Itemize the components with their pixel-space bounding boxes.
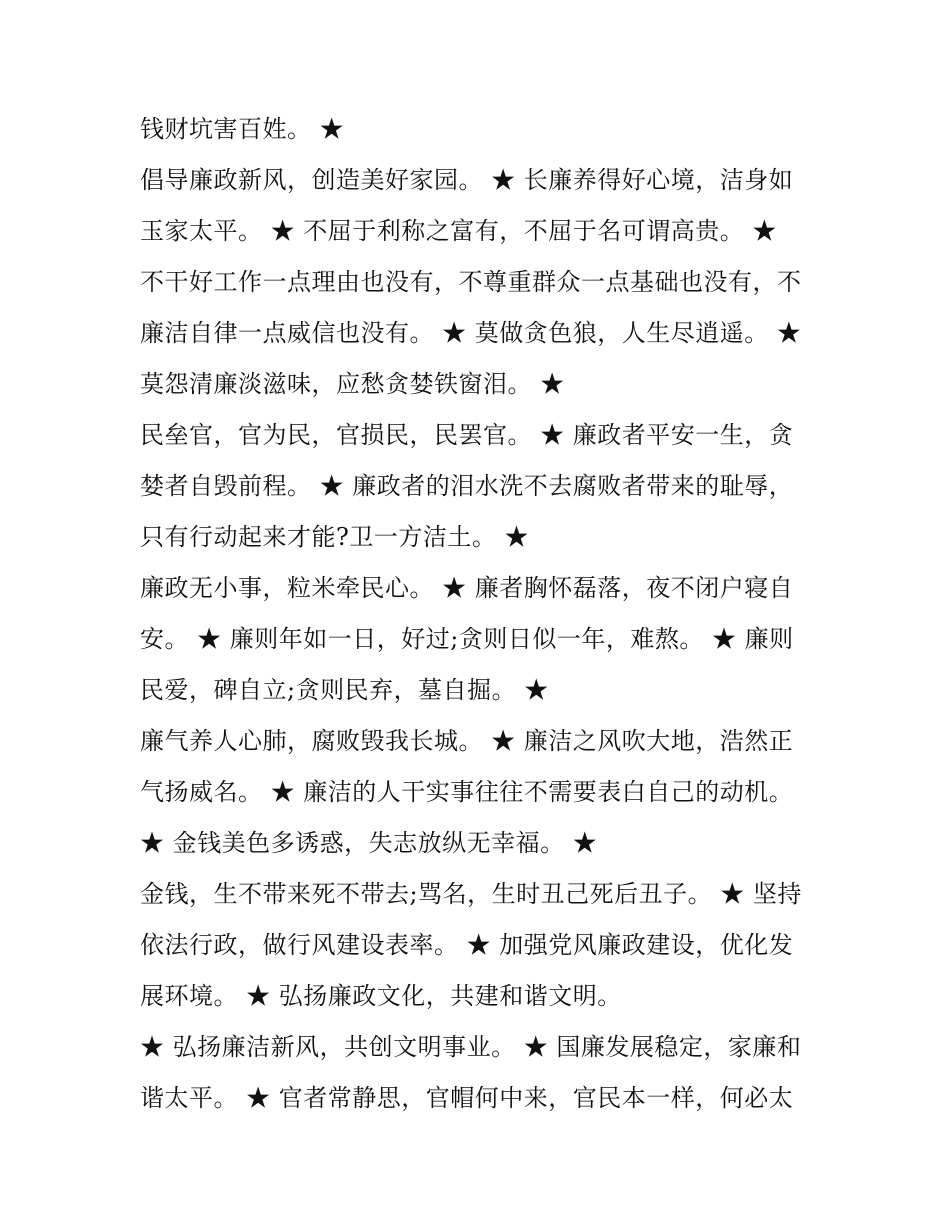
text-line: 倡导廉政新风，创造美好家园。 ★ 长廉养得好心境，洁身如 [140, 166, 794, 194]
text-line: 依法行政，做行风建设表率。 ★ 加强党风廉政建设，优化发 [140, 931, 794, 959]
text-line: 只有行动起来才能?卫一方洁土。 ★ [140, 523, 529, 551]
text-line: 廉政无小事，粒米牵民心。 ★ 廉者胸怀磊落，夜不闭户寝自 [140, 574, 794, 602]
text-line: 廉洁自律一点威信也没有。 ★ 莫做贪色狼，人生尽逍遥。 ★ [140, 319, 802, 347]
text-line: ★ 金钱美色多诱惑，失志放纵无幸福。 ★ [140, 829, 598, 857]
text-line: 钱财坑害百姓。 ★ [140, 115, 345, 143]
text-line: ★ 弘扬廉洁新风，共创文明事业。 ★ 国廉发展稳定，家廉和 [140, 1033, 802, 1061]
text-line: 廉气养人心肺，腐败毁我长城。 ★ 廉洁之风吹大地，浩然正 [140, 727, 794, 755]
text-line: 气扬威名。 ★ 廉洁的人干实事往往不需要表白自己的动机。 [140, 778, 794, 806]
text-line: 民爱，碑自立;贪则民弃，墓自掘。 ★ [140, 676, 549, 704]
text-line: 金钱，生不带来死不带去;骂名，生时丑己死后丑子。 ★ 坚持 [140, 880, 802, 908]
text-line: 安。 ★ 廉则年如一日，好过;贪则日似一年，难熬。 ★ 廉则 [140, 625, 794, 653]
text-line: 不干好工作一点理由也没有，不尊重群众一点基础也没有，不 [140, 268, 802, 296]
document-body [140, 104, 830, 1124]
text-line: 展环境。 ★ 弘扬廉政文化，共建和谐文明。 [140, 982, 622, 1010]
text-line: 谐太平。 ★ 官者常静思，官帽何中来，官民本一样，何必太 [140, 1084, 794, 1112]
text-line: 玉家太平。 ★ 不屈于利称之富有，不屈于名可谓高贵。 ★ [140, 217, 777, 245]
text-line: 婪者自毁前程。 ★ 廉政者的泪水洗不去腐败者带来的耻辱， [140, 472, 794, 500]
text-line: 莫怨清廉淡滋味，应愁贪婪铁窗泪。 ★ [140, 370, 565, 398]
text-line: 民垒官，官为民，官损民，民罢官。 ★ 廉政者平安一生，贪 [140, 421, 794, 449]
